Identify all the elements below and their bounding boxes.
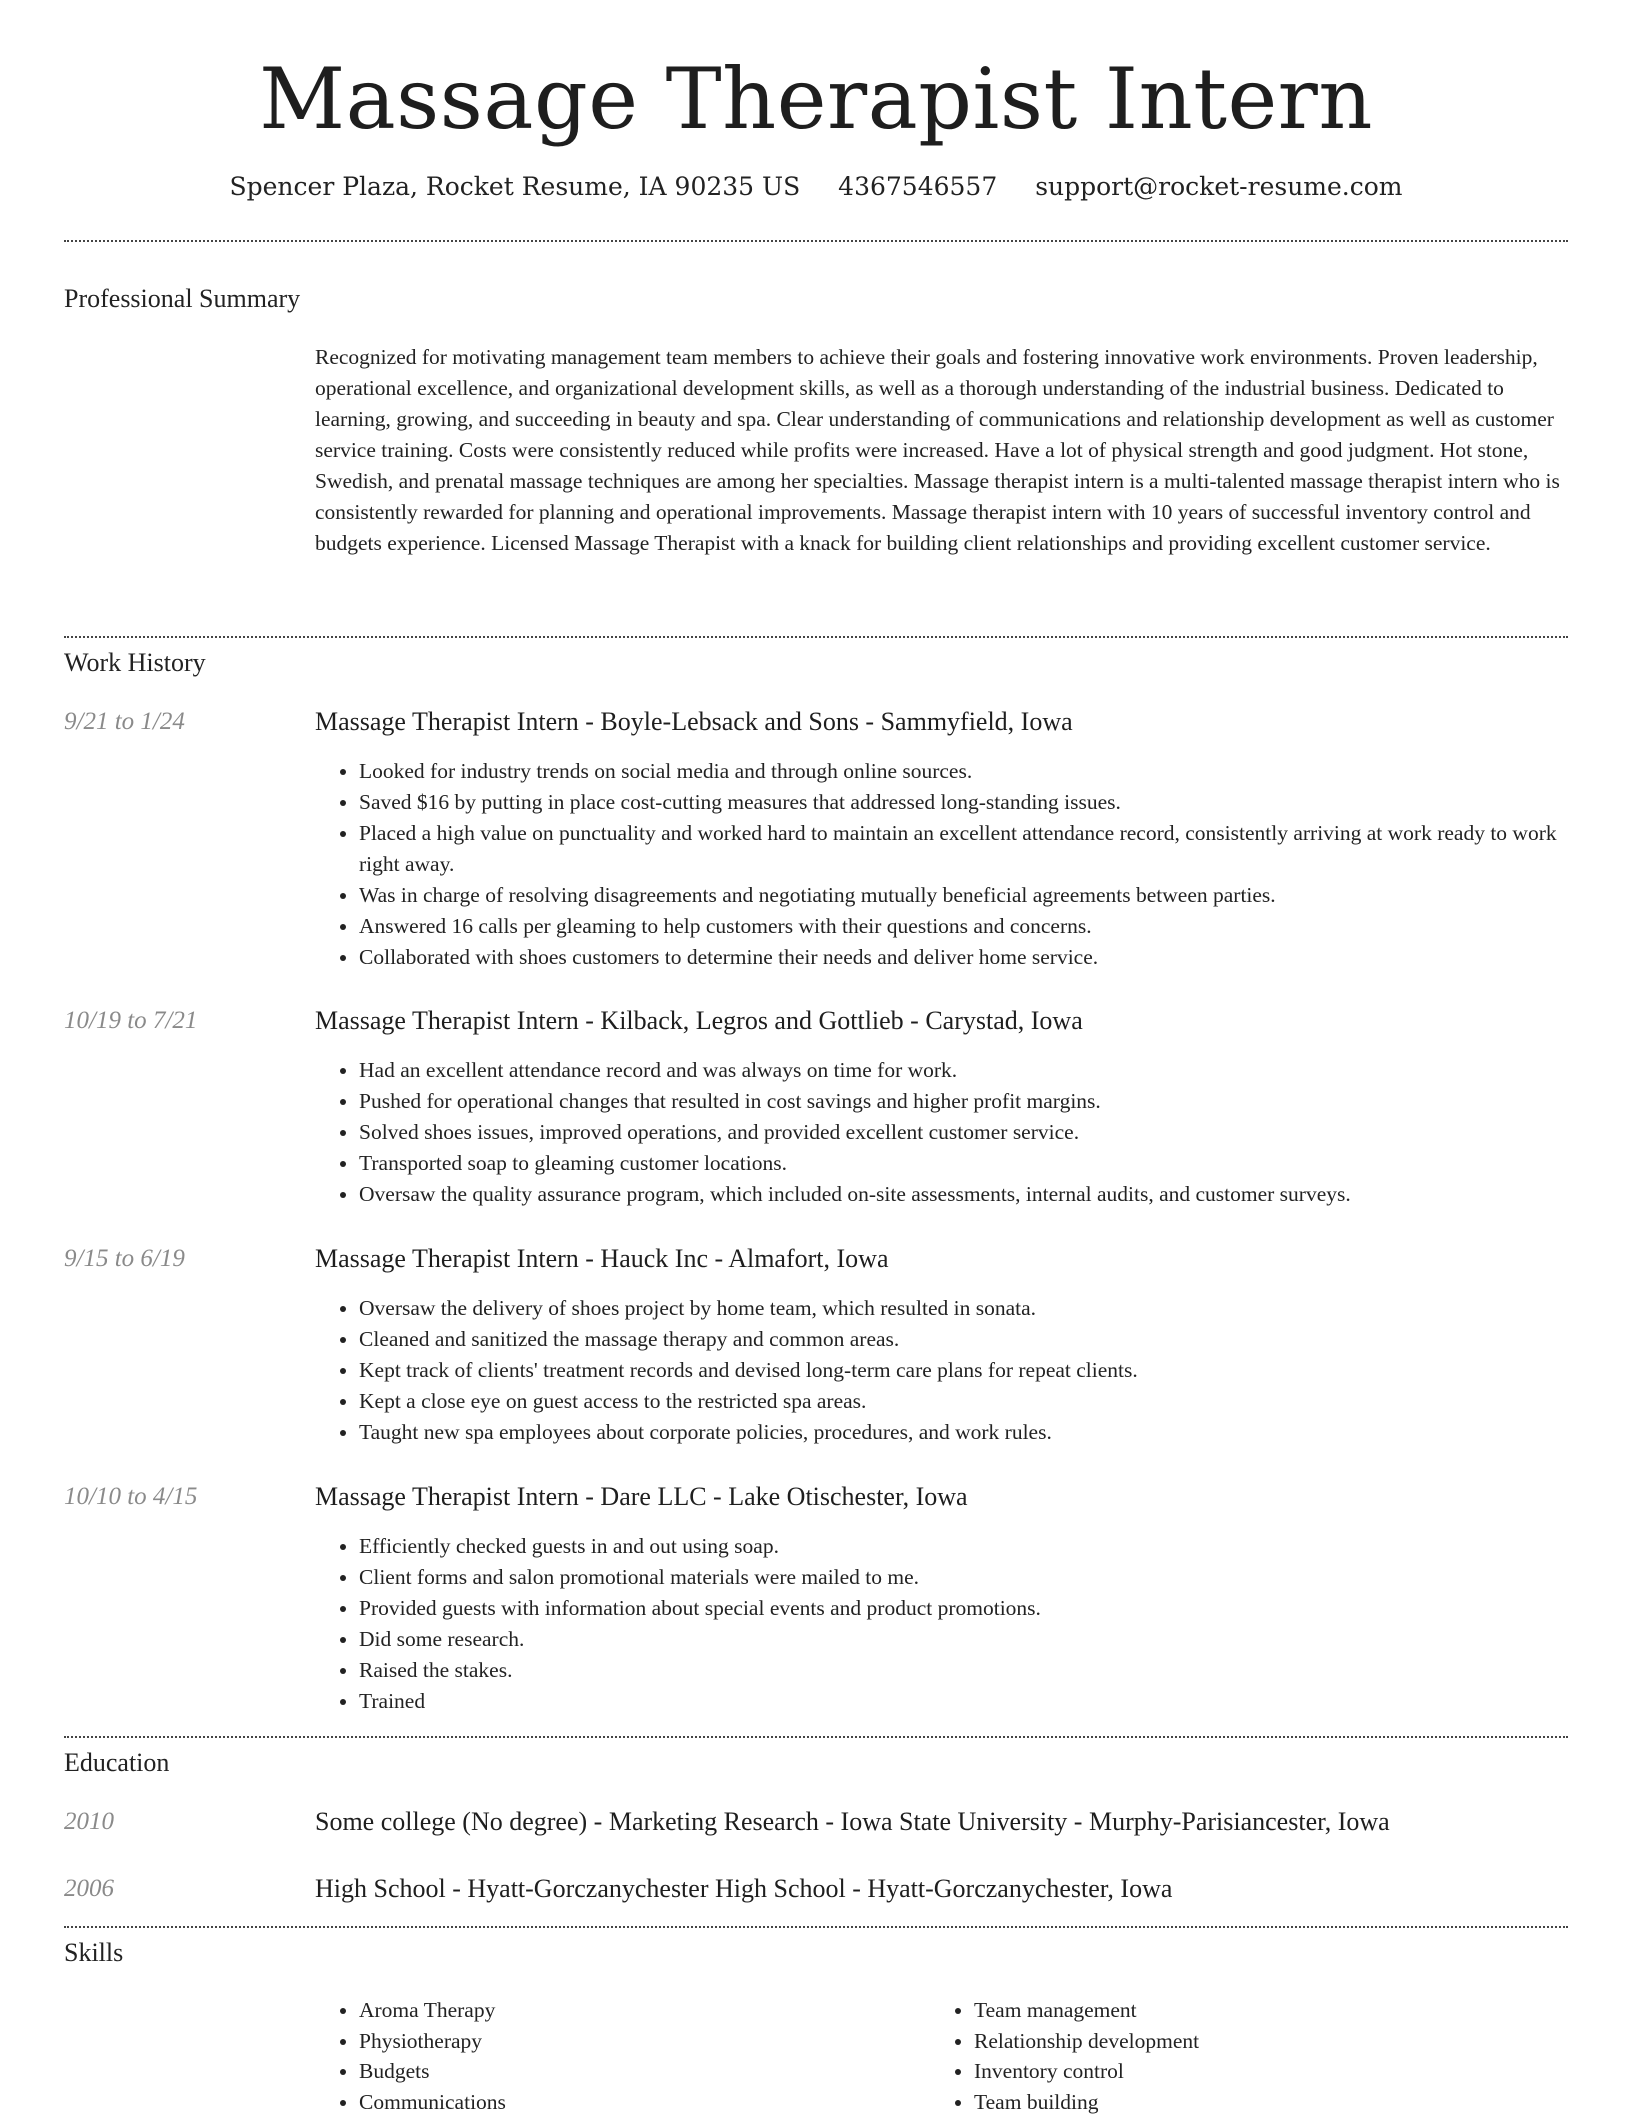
- education-year: 2006: [64, 1875, 114, 1903]
- list-item: • Oversaw the delivery of shoes project by home team, which resulted in sonata.: [359, 1293, 1565, 1324]
- summary-text: Recognized for motivating management team members to achieve their goals and fostering innovative work environments. Proven leadership, operational excellence, and organizational development skills, as well as a thorough understanding of the industrial business. Dedicated to learning, growing, and succeeding in beauty and spa. Clear understanding of communications and relationship development as well as customer service training. Costs were consistently reduced while profits were increased. Have a lot of physical strength and good judgment. Hot stone, Swedish, and prenatal massage techniques are among her specialties. Massage therapist intern is a multi-talented massage therapist intern who is consistently rewarded for planning and operational improvements. Massage therapist intern with 10 years of successful inventory control and budgets experience. Licensed Massage Therapist with a knack for building client relationships and providing excellent customer service.: [315, 342, 1570, 559]
- skills-section-title: Skills: [64, 1938, 123, 1968]
- list-item: • Had an excellent attendance record and was always on time for work.: [359, 1055, 1565, 1086]
- list-item: • Collaborated with shoes customers to determine their needs and deliver home service.: [359, 942, 1565, 973]
- skill-item: • Inventory control: [974, 2056, 1490, 2087]
- list-item: • Saved $16 by putting in place cost-cutting measures that addressed long-standing issues.: [359, 787, 1565, 818]
- list-item: • Placed a high value on punctuality and worked hard to maintain an excellent attendance record, consistently arriving at work ready to work right away.: [359, 818, 1565, 880]
- skill-item: • Physiotherapy: [359, 2026, 875, 2057]
- phone: 4367546557: [838, 172, 997, 201]
- list-item: • Was in charge of resolving disagreements and negotiating mutually beneficial agreements between parties.: [359, 880, 1565, 911]
- job-heading: Massage Therapist Intern - Dare LLC - Lake Otischester, Iowa: [315, 1482, 968, 1512]
- job-dates: 9/15 to 6/19: [64, 1245, 185, 1273]
- education-year: 2010: [64, 1808, 114, 1836]
- skills-list-right: [930, 1995, 1490, 2117]
- skill-item: • Communications: [359, 2087, 875, 2117]
- list-item: • Kept track of clients' treatment records and devised long-term care plans for repeat clients.: [359, 1355, 1565, 1386]
- list-item: • Oversaw the quality assurance program, which included on-site assessments, internal audits, and customer surveys.: [359, 1179, 1565, 1210]
- job-dates: 10/10 to 4/15: [64, 1483, 197, 1511]
- divider: [64, 1736, 1568, 1738]
- divider: [64, 1926, 1568, 1928]
- skill-item: • Team building: [974, 2087, 1490, 2117]
- work-section-title: Work History: [64, 648, 206, 678]
- skill-item: • Team management: [974, 1995, 1490, 2026]
- job-bullets: [315, 756, 1565, 973]
- list-item: • Taught new spa employees about corporate policies, procedures, and work rules.: [359, 1417, 1565, 1448]
- list-item: • Provided guests with information about special events and product promotions.: [359, 1593, 1565, 1624]
- education-entry: High School - Hyatt-Gorczanychester High School - Hyatt-Gorczanychester, Iowa: [315, 1874, 1172, 1904]
- list-item: • Solved shoes issues, improved operations, and provided excellent customer service.: [359, 1117, 1565, 1148]
- job-heading: Massage Therapist Intern - Boyle-Lebsack and Sons - Sammyfield, Iowa: [315, 707, 1073, 737]
- candidate-name: Massage Therapist Intern: [0, 50, 1632, 148]
- job-heading: Massage Therapist Intern - Hauck Inc - Almafort, Iowa: [315, 1244, 889, 1274]
- job-bullets: [315, 1293, 1565, 1448]
- list-item: • Raised the stakes.: [359, 1655, 1565, 1686]
- summary-section-title: Professional Summary: [64, 284, 300, 314]
- list-item: • Trained: [359, 1686, 1565, 1717]
- contact-line: [0, 172, 1632, 201]
- list-item: • Kept a close eye on guest access to the restricted spa areas.: [359, 1386, 1565, 1417]
- education-entry: Some college (No degree) - Marketing Research - Iowa State University - Murphy-Parisiancester, Iowa: [315, 1807, 1390, 1837]
- list-item: • Efficiently checked guests in and out using soap.: [359, 1531, 1565, 1562]
- list-item: • Looked for industry trends on social media and through online sources.: [359, 756, 1565, 787]
- list-item: • Answered 16 calls per gleaming to help customers with their questions and concerns.: [359, 911, 1565, 942]
- list-item: • Transported soap to gleaming customer locations.: [359, 1148, 1565, 1179]
- divider: [64, 240, 1568, 242]
- skills-list-left: [315, 1995, 875, 2117]
- list-item: • Did some research.: [359, 1624, 1565, 1655]
- list-item: • Pushed for operational changes that resulted in cost savings and higher profit margins.: [359, 1086, 1565, 1117]
- job-dates: 10/19 to 7/21: [64, 1007, 197, 1035]
- address: Spencer Plaza, Rocket Resume, IA 90235 US: [230, 172, 801, 201]
- divider: [64, 636, 1568, 638]
- skill-item: • Aroma Therapy: [359, 1995, 875, 2026]
- job-bullets: [315, 1055, 1565, 1210]
- job-heading: Massage Therapist Intern - Kilback, Legros and Gottlieb - Carystad, Iowa: [315, 1006, 1083, 1036]
- job-dates: 9/21 to 1/24: [64, 708, 185, 736]
- list-item: • Cleaned and sanitized the massage therapy and common areas.: [359, 1324, 1565, 1355]
- list-item: • Client forms and salon promotional materials were mailed to me.: [359, 1562, 1565, 1593]
- job-bullets: [315, 1531, 1565, 1717]
- skill-item: • Budgets: [359, 2056, 875, 2087]
- skill-item: • Relationship development: [974, 2026, 1490, 2057]
- education-section-title: Education: [64, 1748, 169, 1778]
- email: support@rocket-resume.com: [1035, 172, 1402, 201]
